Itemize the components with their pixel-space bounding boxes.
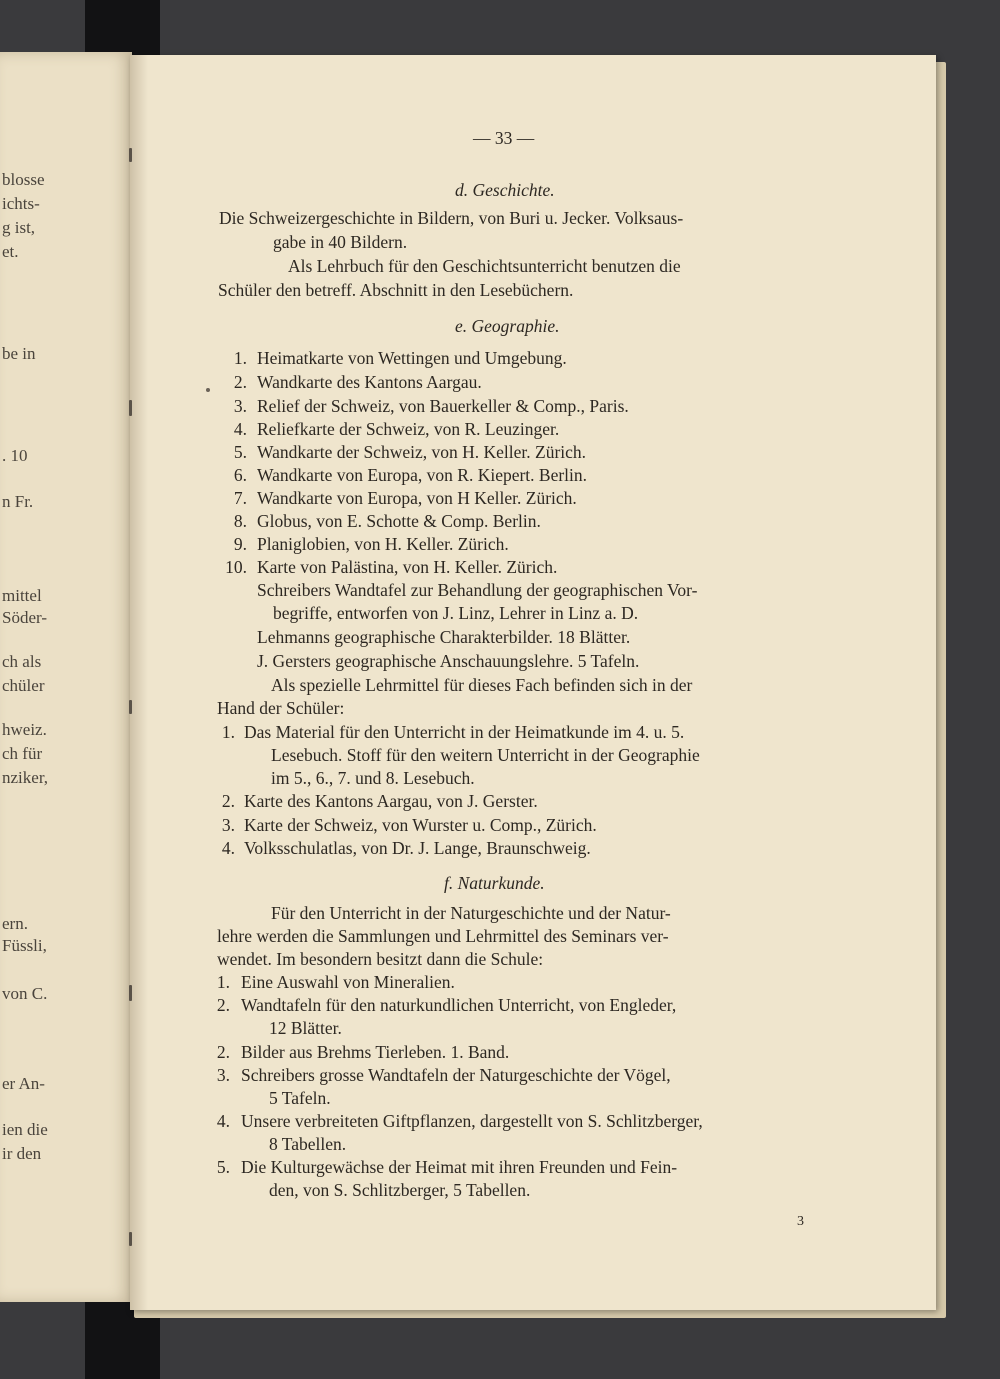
list-item: Eine Auswahl von Mineralien. <box>241 972 455 992</box>
printer-signature: 3 <box>797 1214 804 1229</box>
left-page-line: ch für <box>2 744 43 763</box>
list-number: 3. <box>233 396 247 416</box>
left-page-line: ch als <box>2 652 42 671</box>
list-number: 5. <box>216 1157 230 1177</box>
text-line: Hand der Schüler: <box>217 698 345 718</box>
left-page-line: blosse <box>2 170 45 189</box>
list-number: 4. <box>216 1111 230 1131</box>
binding-thread-mark <box>129 1232 132 1246</box>
text-line: Lehmanns geographische Charakterbilder. 18 Blätter. <box>257 627 631 647</box>
left-page-line: be in <box>2 344 36 363</box>
list-number: 6. <box>233 465 247 485</box>
list-item: Reliefkarte der Schweiz, von R. Leuzinger. <box>257 419 560 439</box>
binding-thread-mark <box>129 400 132 416</box>
list-item-continuation: 8 Tabellen. <box>269 1134 347 1154</box>
left-page-line: mittel <box>2 586 42 605</box>
right-page <box>130 55 936 1310</box>
left-page-line: g ist, <box>2 218 36 237</box>
list-number: 4. <box>233 419 247 439</box>
list-item: Karte von Palästina, von H. Keller. Zürich. <box>257 557 558 577</box>
list-item: Schreibers grosse Wandtafeln der Naturgeschichte der Vögel, <box>241 1065 671 1085</box>
list-item: Wandtafeln für den naturkundlichen Unterricht, von Engleder, <box>241 995 677 1015</box>
list-item-continuation: 5 Tafeln. <box>269 1088 331 1108</box>
section-heading-geschichte: d. Geschichte. <box>455 180 555 200</box>
left-page <box>0 52 132 1302</box>
list-number: 1. <box>233 348 247 368</box>
spine-shadow <box>130 55 148 1310</box>
left-page-line: ichts- <box>2 194 40 213</box>
list-number: 8. <box>233 511 247 531</box>
list-item-continuation: im 5., 6., 7. und 8. Lesebuch. <box>271 768 475 788</box>
list-item: Karte des Kantons Aargau, von J. Gerster. <box>244 791 538 811</box>
page-number: — 33 — <box>473 128 535 148</box>
left-page-line: nziker, <box>2 768 49 787</box>
list-item-continuation: den, von S. Schlitzberger, 5 Tabellen. <box>269 1180 531 1200</box>
list-item: Wandkarte von Europa, von H Keller. Zürich. <box>257 488 577 508</box>
list-item: Wandkarte von Europa, von R. Kiepert. Berlin. <box>257 465 588 485</box>
binding-thread-mark <box>129 700 132 714</box>
binding-thread-mark <box>129 148 132 162</box>
list-number: 1. <box>216 972 230 992</box>
text-line: lehre werden die Sammlungen und Lehrmittel des Seminars ver- <box>217 926 669 946</box>
list-item: Unsere verbreiteten Giftpflanzen, dargestellt von S. Schlitzberger, <box>241 1111 703 1131</box>
left-page-line: n Fr. <box>2 492 34 511</box>
list-number: 2. <box>221 791 235 811</box>
list-item: Karte der Schweiz, von Wurster u. Comp., Zürich. <box>244 815 597 835</box>
list-number: 4. <box>221 838 235 858</box>
list-item: Die Kulturgewächse der Heimat mit ihren Freunden und Fein- <box>241 1157 678 1177</box>
list-item: Wandkarte des Kantons Aargau. <box>257 372 482 392</box>
text-line: begriffe, entworfen von J. Linz, Lehrer in Linz a. D. <box>273 603 639 623</box>
list-item: Planiglobien, von H. Keller. Zürich. <box>257 534 509 554</box>
left-page-line: er An- <box>2 1074 45 1093</box>
text-line: Die Schweizergeschichte in Bildern, von Buri u. Jecker. Volksaus- <box>219 208 684 228</box>
left-page-line: . 10 <box>2 446 28 465</box>
list-number: 10. <box>225 557 247 577</box>
binding-thread-mark <box>129 985 132 1001</box>
ink-speck <box>206 388 210 392</box>
list-item: Globus, von E. Schotte & Comp. Berlin. <box>257 511 541 531</box>
text-line: Schreibers Wandtafel zur Behandlung der geographischen Vor- <box>257 580 698 600</box>
left-page-line: ien die <box>2 1120 48 1139</box>
list-item: Heimatkarte von Wettingen und Umgebung. <box>257 348 567 368</box>
list-number: 2. <box>233 372 247 392</box>
left-page-line: et. <box>2 242 19 261</box>
list-item-continuation: Lesebuch. Stoff für den weitern Unterricht in der Geographie <box>271 745 700 765</box>
list-number: 2. <box>216 995 230 1015</box>
left-page-line: ir den <box>2 1144 42 1163</box>
text-line: Als spezielle Lehrmittel für dieses Fach befinden sich in der <box>271 675 693 695</box>
list-number: 5. <box>233 442 247 462</box>
left-page-line: ern. <box>2 914 28 933</box>
list-item: Bilder aus Brehms Tierleben. 1. Band. <box>241 1042 510 1062</box>
left-page-line: Söder- <box>2 608 47 627</box>
left-page-line: von C. <box>2 984 48 1003</box>
text-line: Schüler den betreff. Abschnitt in den Lesebüchern. <box>218 280 574 300</box>
text-line: Für den Unterricht in der Naturgeschichte und der Natur- <box>271 903 671 923</box>
text-line: Als Lehrbuch für den Geschichtsunterricht benutzen die <box>288 256 681 276</box>
list-number: 1. <box>221 722 235 742</box>
section-heading-geographie: e. Geographie. <box>455 316 560 336</box>
section-heading-naturkunde: f. Naturkunde. <box>444 873 545 893</box>
left-page-line: hweiz. <box>2 720 47 739</box>
text-line: gabe in 40 Bildern. <box>273 232 408 252</box>
list-item: Relief der Schweiz, von Bauerkeller & Comp., Paris. <box>257 396 629 416</box>
left-page-line: Füssli, <box>2 936 47 955</box>
list-item: Wandkarte der Schweiz, von H. Keller. Zürich. <box>257 442 587 462</box>
list-number: 3. <box>221 815 235 835</box>
list-item: Volksschulatlas, von Dr. J. Lange, Braunschweig. <box>244 838 591 858</box>
text-line: wendet. Im besondern besitzt dann die Schule: <box>217 949 544 969</box>
text-line: J. Gersters geographische Anschauungslehre. 5 Tafeln. <box>257 651 640 671</box>
list-number: 2. <box>216 1042 230 1062</box>
list-item: Das Material für den Unterricht in der Heimatkunde im 4. u. 5. <box>244 722 685 742</box>
list-item-continuation: 12 Blätter. <box>269 1018 342 1038</box>
list-number: 7. <box>233 488 247 508</box>
list-number: 3. <box>216 1065 230 1085</box>
list-number: 9. <box>233 534 247 554</box>
left-page-line: chüler <box>2 676 45 695</box>
